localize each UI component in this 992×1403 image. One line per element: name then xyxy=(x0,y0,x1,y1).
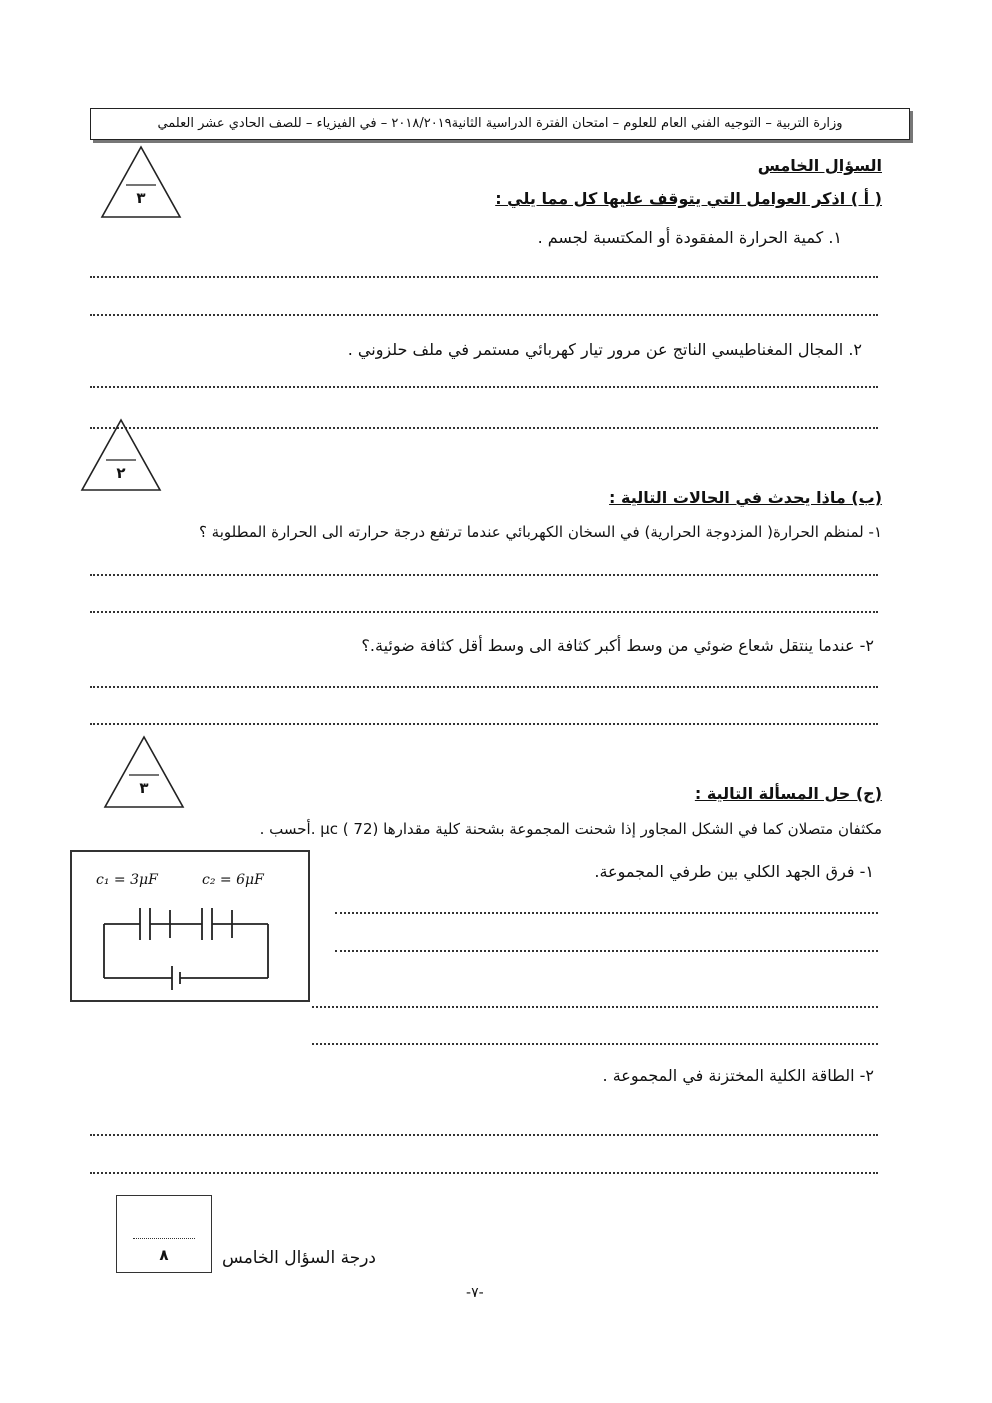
part-a-item-1: ١. كمية الحرارة المفقودة أو المكتسبة لجسم . xyxy=(537,228,842,247)
answer-line[interactable] xyxy=(90,686,878,688)
question-title: السؤال الخامس xyxy=(757,156,882,175)
circuit-diagram xyxy=(70,850,310,1002)
answer-line[interactable] xyxy=(312,1043,878,1045)
answer-line[interactable] xyxy=(335,912,878,914)
triangle-icon xyxy=(100,145,182,219)
total-score-box xyxy=(116,1195,212,1273)
part-c-item-1: ١- فرق الجهد الكلي بين طرفي المجموعة. xyxy=(594,862,874,881)
part-b-item-2: ٢- عندما ينتقل شعاع ضوئي من وسط أكبر كثافة الى وسط أقل كثافة ضوئية.؟ xyxy=(361,636,874,655)
answer-line[interactable] xyxy=(90,1134,878,1136)
part-b-title: (ب) ماذا يحدث في الحالات التالية : xyxy=(609,488,882,507)
answer-line[interactable] xyxy=(90,427,878,429)
part-c-score: ٣ xyxy=(139,779,149,797)
part-a-item-2: ٢. المجال المغناطيسي الناتج عن مرور تيار كهربائي مستمر في ملف حلزوني . xyxy=(347,340,862,359)
page-number: -٧- xyxy=(466,1285,484,1301)
answer-line[interactable] xyxy=(90,386,878,388)
answer-line[interactable] xyxy=(335,950,878,952)
part-b-score: ٢ xyxy=(116,464,126,482)
score-triangle-c xyxy=(103,735,185,813)
answer-line[interactable] xyxy=(90,314,878,316)
total-score: ٨ xyxy=(159,1246,169,1264)
part-b-item-1: ١- لمنظم الحرارة( المزدوجة الحرارية) في السخان الكهربائي عندما ترتفع درجة حرارته الى الحرارة المطلوبة ؟ xyxy=(198,523,882,541)
part-a-score: ٣ xyxy=(136,189,146,207)
answer-line[interactable] xyxy=(90,723,878,725)
capacitor-c1-label: c₁ = 3μF xyxy=(96,872,158,888)
total-score-label: درجة السؤال الخامس xyxy=(222,1248,376,1268)
exam-header: وزارة التربية – التوجيه الفني العام للعلوم – امتحان الفترة الدراسية الثانية٢٠١٨/٢٠١٩ – في الفيزياء – للصف الحادي عشر العلمي xyxy=(90,108,910,140)
answer-line[interactable] xyxy=(90,1172,878,1174)
answer-line[interactable] xyxy=(90,574,878,576)
answer-line[interactable] xyxy=(90,611,878,613)
part-c-title: (ج) حل المسألة التالية : xyxy=(694,784,882,803)
score-triangle-b xyxy=(80,418,162,496)
answer-line[interactable] xyxy=(312,1006,878,1008)
triangle-icon xyxy=(103,735,185,809)
score-divider xyxy=(133,1238,195,1239)
circuit-wiring xyxy=(72,852,308,1000)
score-triangle-a xyxy=(100,145,182,223)
part-c-item-2: ٢- الطاقة الكلية المختزنة في المجموعة . xyxy=(602,1066,874,1085)
part-a-title: ( أ ) اذكر العوامل التي يتوقف عليها كل مما يلي : xyxy=(495,189,882,208)
capacitor-c2-label: c₂ = 6μF xyxy=(202,872,264,888)
part-c-intro: مكثفان متصلان كما في الشكل المجاور إذا شحنت المجموعة بشحنة كلية مقدارها μc ( 72) .أحسب . xyxy=(259,820,882,838)
answer-line[interactable] xyxy=(90,276,878,278)
